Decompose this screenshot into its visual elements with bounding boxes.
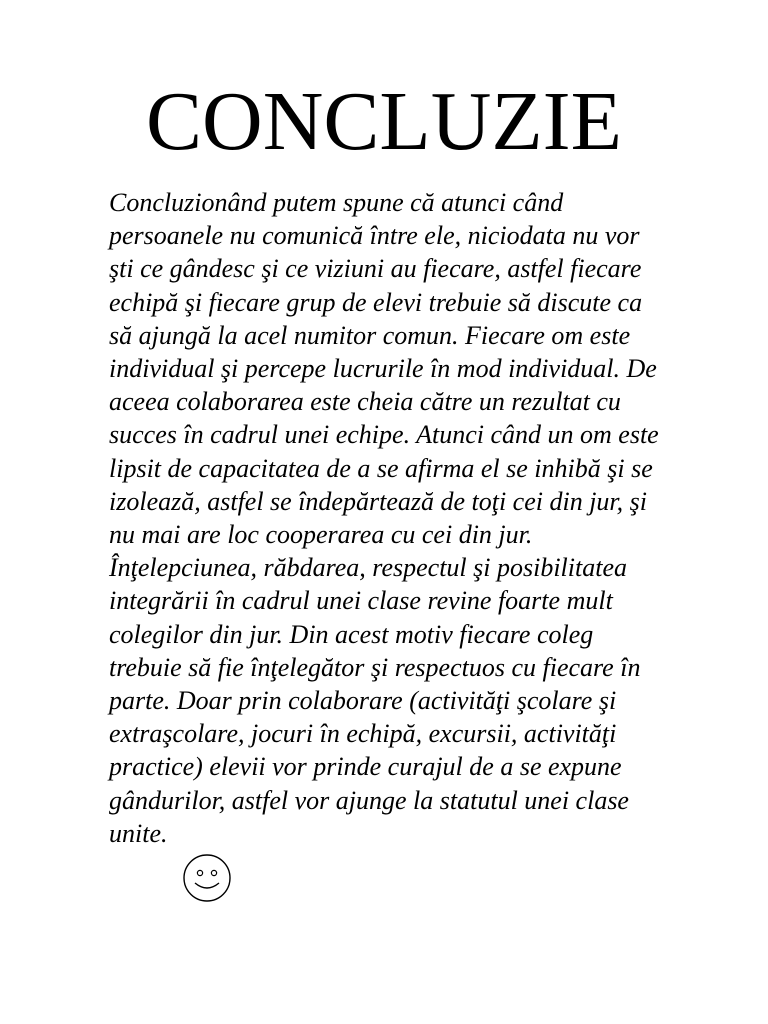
paragraph-line: izolează, astfel se îndepărtează de toţi cei din jur, şi [109, 486, 648, 516]
paragraph-line: şti ce gândesc şi ce viziuni au fiecare, astfel fiecare [109, 254, 642, 284]
smiley-face-icon [182, 853, 232, 903]
paragraph-line: practice) elevii vor prinde curajul de a se expune [109, 752, 622, 782]
paragraph-line: unite. [109, 818, 168, 848]
paragraph-line: să ajungă la acel numitor comun. Fiecare om este [109, 320, 631, 350]
paragraph-line: aceea colaborarea este cheia către un rezultat cu [109, 387, 621, 417]
paragraph-line: extraşcolare, jocuri în echipă, excursii, activităţi [109, 719, 617, 749]
page-title: CONCLUZIE [146, 75, 622, 168]
conclusion-paragraph [109, 186, 719, 850]
paragraph-line: individual şi percepe lucrurile în mod individual. De [109, 354, 657, 384]
paragraph-line: echipă şi fiecare grup de elevi trebuie să discute ca [109, 287, 643, 317]
paragraph-line: colegilor din jur. Din acest motiv fiecare coleg [109, 619, 594, 649]
paragraph-line: Înţelepciunea, răbdarea, respectul şi posibilitatea [109, 553, 627, 583]
paragraph-line: succes în cadrul unei echipe. Atunci când un om este [109, 420, 659, 450]
paragraph-line: gândurilor, astfel vor ajunge la statutul unei clase [109, 785, 629, 815]
paragraph-line: persoanele nu comunică între ele, niciodata nu vor [109, 221, 640, 251]
paragraph-line: parte. Doar prin colaborare (activităţi şcolare şi [109, 686, 617, 716]
paragraph-line: Concluzionând putem spune că atunci când [109, 188, 564, 217]
paragraph-line: nu mai are loc cooperarea cu cei din jur. [109, 520, 533, 550]
paragraph-line: lipsit de capacitatea de a se afirma el se inhibă şi se [109, 453, 653, 483]
paragraph-line: integrării în cadrul unei clase revine foarte mult [109, 586, 613, 616]
paragraph-line: trebuie să fie înţelegător şi respectuos cu fiecare în [109, 652, 641, 682]
